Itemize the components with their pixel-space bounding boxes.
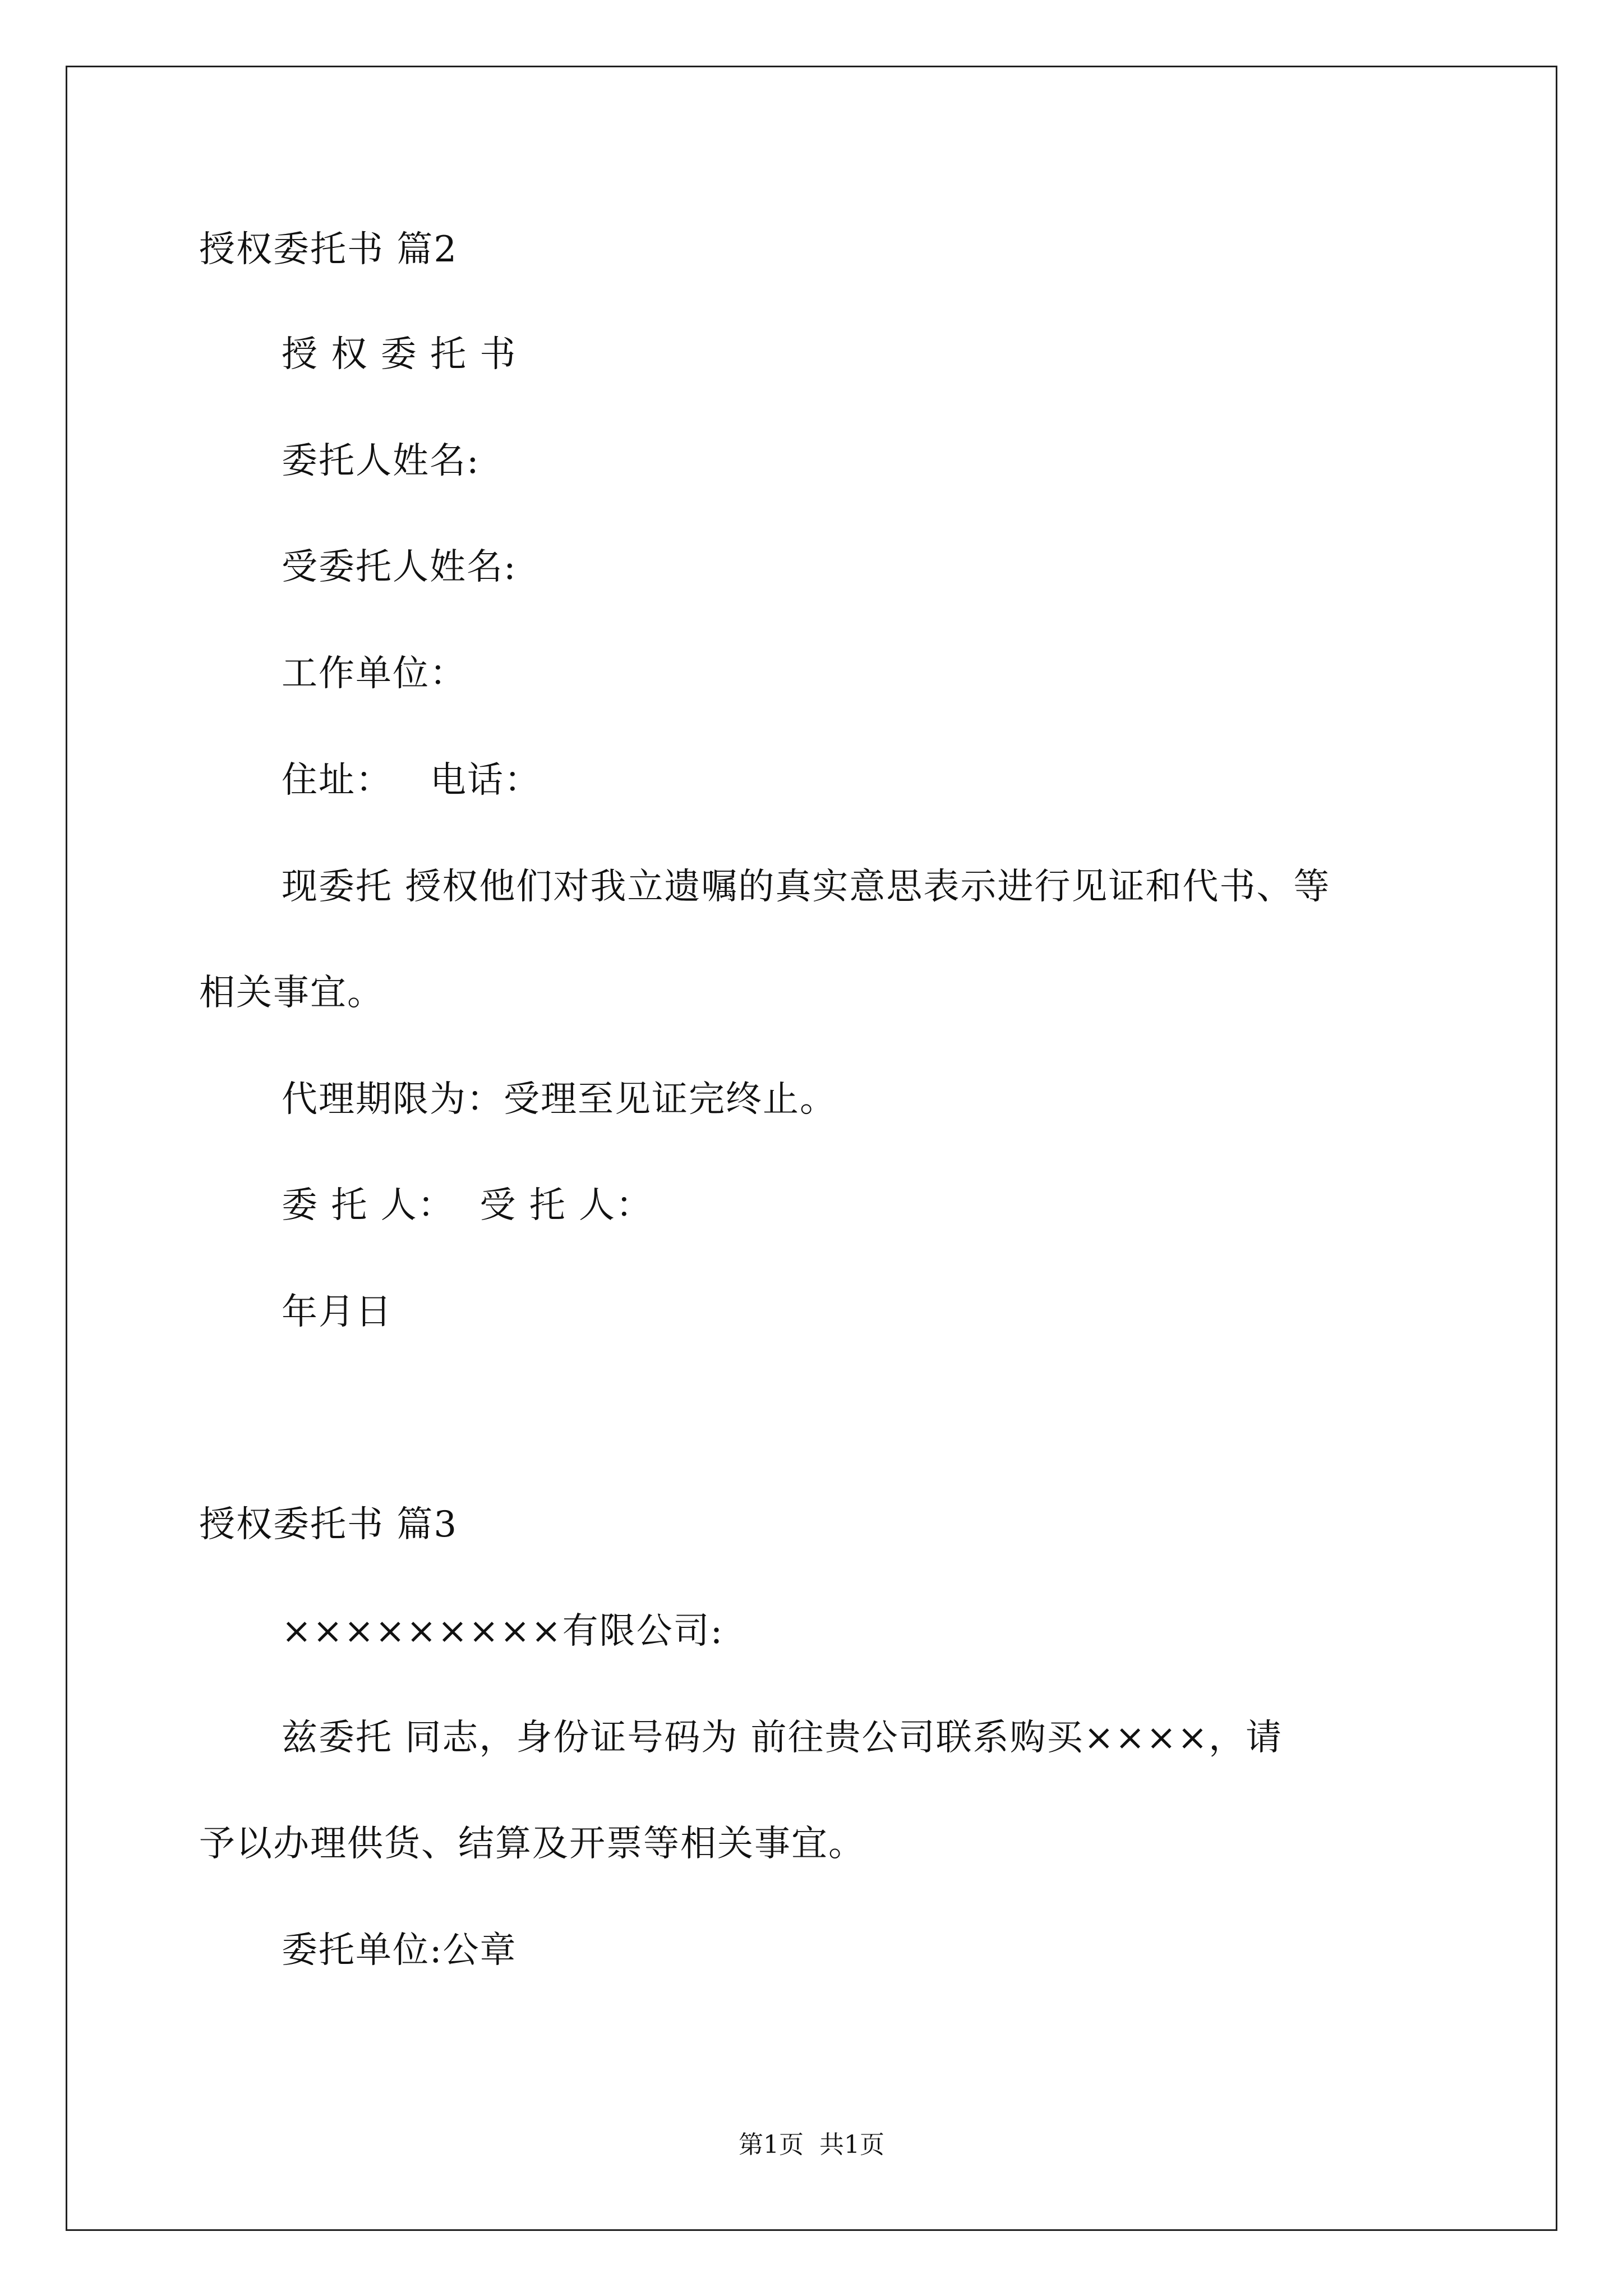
seal-line: 委托单位:公章 — [282, 1930, 517, 1971]
date-line: 年月日 — [282, 1291, 393, 1333]
section-3-heading: 授权委托书 篇3 — [199, 1504, 458, 1545]
agency-term: 代理期限为：受理至见证完终止。 — [282, 1079, 837, 1120]
section-2-heading: 授权委托书 篇2 — [199, 229, 458, 270]
page-border — [66, 66, 1557, 2231]
page-footer: 第1页 共1页 — [739, 2131, 884, 2159]
delegation-body-line-1: 兹委托 同志，身份证号码为 前往贵公司联系购买××××，请 — [282, 1717, 1283, 1759]
address-phone-field: 住址： 电话： — [282, 760, 542, 801]
work-unit-field: 工作单位： — [282, 653, 467, 694]
addressee-line: ×××××××××有限公司: — [282, 1611, 724, 1652]
signature-line: 委 托 人： 受 托 人： — [282, 1185, 653, 1226]
authorization-body-line-1: 现委托 授权他们对我立遗嘱的真实意思表示进行见证和代书、等 — [282, 866, 1331, 908]
document-title: 授 权 委 托 书 — [282, 334, 517, 375]
authorization-body-line-2: 相关事宜。 — [199, 972, 384, 1014]
agent-name-field: 受委托人姓名: — [282, 546, 517, 588]
delegation-body-line-2: 予以办理供货、结算及开票等相关事宜。 — [199, 1823, 865, 1865]
principal-name-field: 委托人姓名: — [282, 440, 480, 482]
